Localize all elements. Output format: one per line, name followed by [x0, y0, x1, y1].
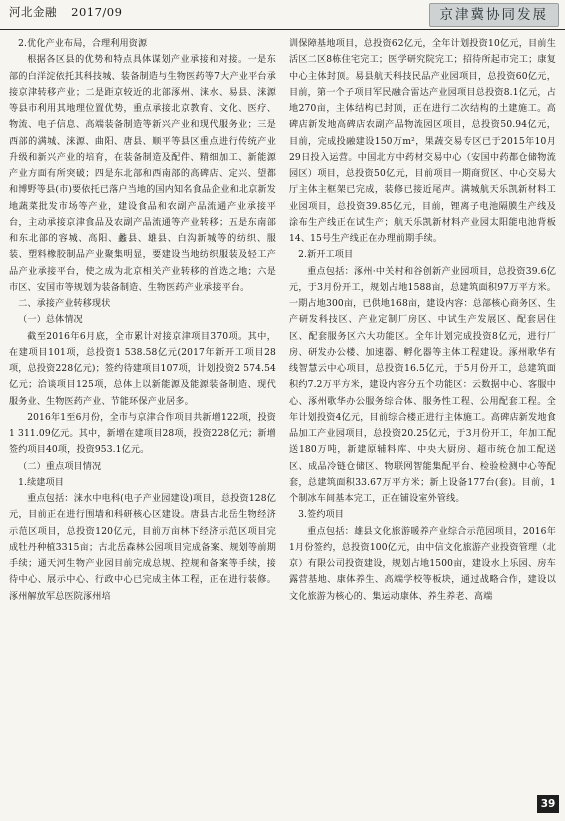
section-heading: 3.签约项目: [298, 510, 345, 521]
paragraph: 训保障基地项目，总投资62亿元，全年计划投资10亿元，目前生活区二区8栋住宅完工；医学研究院完工；招待所起市完工；康复中心主体封顶。易县航天科技民品产业园项目，总投资60亿元，目前，第一个子项目军民融合雷达产业园项目总投资8.1亿元，占地270亩，主体结构已封顶，正在进行二次结构的土建施工。高碑店新发地高碑店农副产品物流园区项目，总投资50.94亿元，目前，完成投融建设150万m²，果蔬交易专区已于2015年10月29日投入运营。中国北方中药材交易中心（安国中药都仓储物流园区）项目，总投资50亿元，目前项目一期商贸区、中心交易大厅主体主框架已完成，装修已接近尾声。满城航天乐凯新材料工业园项目，总投资39.85亿元，目前，锂离子电池隔膜生产线及涂布生产线正在试生产；航天乐凯新材料产业园太阳能电池背板14、15号生产线正在办理前期手续。: [289, 39, 556, 244]
journal-name: 河北金融: [9, 5, 57, 19]
section-heading: （一）总体情况: [18, 315, 83, 326]
left-column: [9, 36, 276, 804]
section-heading: （二）重点项目情况: [18, 461, 102, 472]
right-column: [289, 36, 556, 804]
section-heading: 2.新开工项目: [298, 250, 354, 261]
paragraph: 根据各区县的优势和特点具体谋划产业承接和对接。一是东部的白洋淀依托其科技城、装备制造与生物医药等7大产业平台承接京津转移产业；二是距京较近的北部涿州、涞水、易县、涞源等县市利用其地理位置优势，重点承接北京教育、文化、医疗、物流、电子信息、高端装备制造等新兴产业和现代服务业；三是西部的满城、涞源、曲阳、唐县、顺平等县区重点进行传统产业升级和新兴产业的培育，在装备制造及配件、精细加工、新能源产业方面有所突破；四是东北部和西南部的高碑店、定兴、望都和博野等县(市)要依托已落户当地的国内知名食品企业和北京新发地蔬菜批发市场等产业，建设食品和农副产品流通产业承接平台，主动承接京津食品及农副产品流通等产业转移；五是东南部和东北部的容城、高阳、蠡县、雄县、白沟新城等的纺织、服装、塑料橡胶制品产业聚集明显，要建设当地纺织服装及轻工产品产业承接平台，使之成为北京相关产业转移的首选之地；六是市区、安国市等规划为装备制造、生物医药产业承接平台。: [9, 55, 276, 293]
issue-number: 2017/09: [71, 5, 123, 19]
paragraph: 重点包括：涿州·中关村和谷创新产业园项目，总投资39.6亿元，于3月份开工，规划占地1588亩，总建筑面积97万平方米。一期占地300亩，已供地168亩，建设内容：总部核心商务区、生产研发科技区、产业定制厂房区、中试生产发展区、配套居住区、配套服务区六大功能区。全年计划完成投资8亿元，进行厂房、研发办公楼、加速器、孵化器等主体工程建设。涿州歌华有线智慧云中心项目，总投资16.5亿元，于5月份开工，总建筑面积约7.2万平方米，建设内容分五个功能区：云数据中心、客服中心、涿州歌华办公服务综合体、服务性工程、公用配套工程。全年计划投资4亿元，目前综合楼正进行主体施工。高碑店新发地食品加工产业园项目，总投资20.25亿元，于3月份开工，年加工配送180万吨，新建原辅料库、中央大厨房、超市统仓加工配送区、成品冷链仓储区、物联网智能集配平台、检验检测中心等配套，总建筑面积33.67万平方米；新上设备177台(套)。目前，1个制冰车间基本完工，正在铺设室外管线。: [289, 266, 556, 504]
section-heading: 1.续建项目: [18, 477, 65, 488]
header-left: [9, 4, 122, 20]
page-header: [0, 0, 565, 30]
paragraph: 2016年1至6月份，全市与京津合作项目共新增122项，投资1 311.09亿元。其中，新增在建项目28项，投资228亿元；新增签约项目40项，投资953.1亿元。: [9, 412, 276, 456]
section-heading: 2.优化产业布局，合理利用资源: [18, 39, 148, 49]
paragraph: 截至2016年6月底，全市累计对接京津项目370项。其中，在建项目101项，总投资1 538.58亿元(2017年新开工项目28项，总投资228亿元)；签约待建项目107项，计划投资2 574.54亿元；洽谈项目125项，总体上以新能源及能源装备制造、现代服务业、生物医药产业、节能环保产业居多。: [9, 331, 276, 407]
paragraph: 重点包括：涞水中电科(电子产业园建设)项目，总投资128亿元，目前正在进行围墙和科研核心区建设。唐县古北岳生物经济示范区项目，总投资120亿元，目前万亩林下经济示范区项目完成牡丹种植3315亩；古北岳森林公园项目完成备案、规划等前期手续；通天河生物产业园目前完成总规、控规和备案等手续，接待中心、展示中心、行政中心已完成主体工程，正在进行装修。涿州解放军总医院涿州培: [9, 494, 276, 602]
paragraph: 重点包括：雄县文化旅游暖养产业综合示范园项目，2016年1月份签约，总投资100亿元，由中信文化旅游产业投资管理（北京）有限公司投资建设，规划占地1500亩，建设水上乐园、房车露营基地、康体养生、高端学校等板块，通过战略合作，建设以文化旅游为核心的、集运动康体、养生养老、高端: [289, 526, 556, 602]
section-title: 京津冀协同发展: [429, 3, 560, 27]
section-heading: 二、承接产业转移现状: [18, 299, 111, 309]
page-number: 39: [537, 795, 559, 813]
